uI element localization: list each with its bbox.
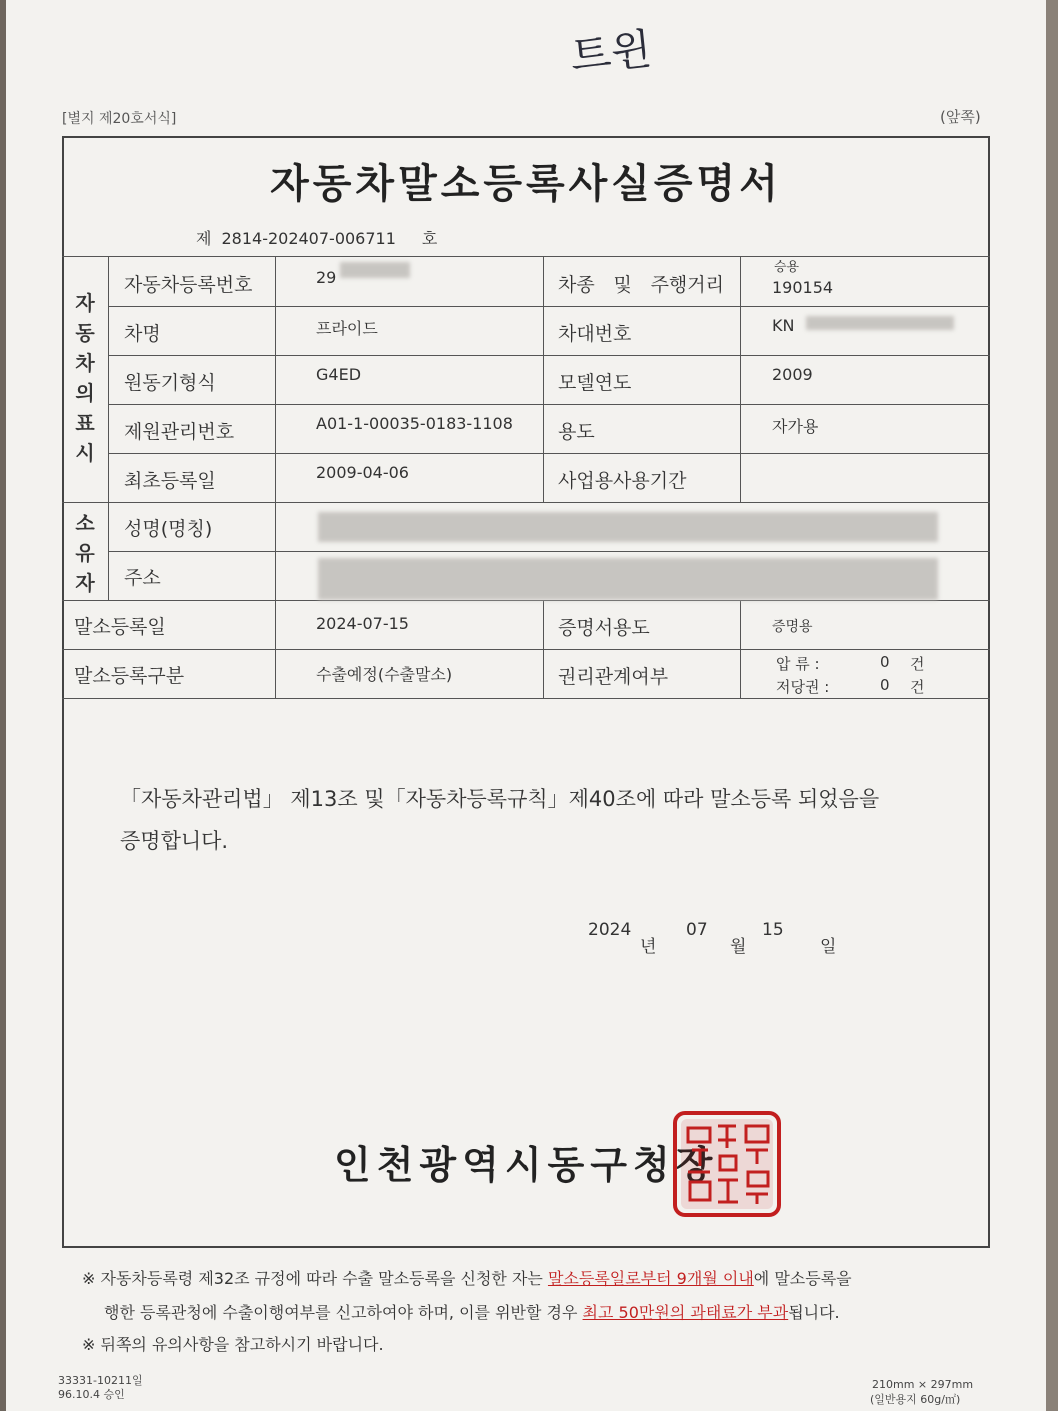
model-year-value: 2009 [772,365,813,384]
side-marker: (앞쪽) [940,108,981,126]
model-year-label: 모델연도 [558,372,632,394]
redacted-owner-name [318,512,938,542]
first-reg-date-value: 2009-04-06 [316,463,409,482]
redacted-owner-address [318,558,938,600]
statement-line-1: 「자동차관리법」 제13조 및「자동차등록규칙」제40조에 따라 말소등록 되었음을 [120,787,880,811]
notice-line-2-text: 행한 등록관청에 수출이행여부를 신고하여야 하며, 이를 위반할 경우 [104,1303,583,1322]
seizure-label: 압 류 : [776,655,820,673]
form-frame [62,136,990,1248]
issue-month-unit: 월 [730,937,747,957]
footer-approval-date: 96.10.4 승인 [58,1388,125,1401]
engine-type-value: G4ED [316,365,362,384]
cert-prefix: 제 [196,229,212,248]
cert-number-value: 2814-202407-006711 [221,229,396,248]
spec-number-label: 제원관리번호 [124,421,235,443]
footer-approval-code: 33331-10211일 [58,1374,143,1387]
document-title: 자동차말소등록사실증명서 [270,161,782,207]
reg-number-label: 자동차등록번호 [124,274,253,296]
notice-line-2 [104,1300,840,1323]
certificate-number [196,226,437,249]
engine-type-label: 원동기형식 [124,372,216,394]
issue-day-unit: 일 [820,937,837,957]
first-reg-date-label: 최초등록일 [124,470,216,492]
mortgage-unit: 건 [910,678,925,696]
mortgage-label: 저당권 : [776,678,830,696]
notice-line-3: ※ 뒤쪽의 유의사항을 참고하시기 바랍니다. [82,1335,384,1354]
issuing-authority: 인천광역시동구청장 [334,1143,719,1187]
form-number: [별지 제20호서식] [62,111,177,127]
notice-line-1-text: ※ 자동차등록령 제32조 규정에 따라 수출 말소등록을 신청한 자는 [82,1269,548,1288]
seizure-count: 0 [880,653,890,671]
notice-line-1 [82,1266,852,1289]
vin-label: 차대번호 [558,323,632,345]
notice-deadline-highlight: 말소등록일로부터 9개월 이내 [547,1269,754,1288]
model-name-label: 차명 [124,323,161,345]
cert-suffix: 호 [421,229,438,248]
vin-value: KN [772,316,795,335]
owner-section-label: 소유자 [75,511,95,595]
dereg-date-label: 말소등록일 [74,616,166,638]
usage-label: 용도 [558,421,595,443]
dereg-date-value: 2024-07-15 [316,614,409,633]
redacted-vin [806,316,954,330]
issue-month: 07 [686,920,708,940]
official-seal [672,1110,782,1218]
purpose-value: 증명용 [772,619,813,635]
rights-label: 권리관계여부 [558,666,669,688]
redacted-reg-number [340,262,410,278]
owner-name-label: 성명(명칭) [124,518,213,540]
mileage-value: 190154 [772,278,834,297]
spec-number-value: A01-1-00035-0183-1108 [316,414,513,433]
handwritten-note: 트윈 [567,23,654,82]
business-period-label: 사업용사용기간 [558,470,687,492]
footer-paper-size: 210mm × 297mm [872,1378,974,1391]
footer-paper-weight: (일반용지 60g/㎡) [870,1393,961,1406]
purpose-label: 증명서용도 [558,617,650,639]
vehicle-section-label: 자동차의 표시 [75,291,95,465]
issue-year: 2024 [588,920,632,940]
dereg-type-label: 말소등록구분 [74,665,185,687]
usage-value: 자가용 [772,417,819,436]
notice-line-2-end: 됩니다. [788,1303,840,1322]
mortgage-count: 0 [880,676,890,694]
seizure-unit: 건 [910,655,925,673]
issue-day: 15 [762,920,784,940]
vehicle-type-value: 승용 [774,260,800,275]
reg-number-value: 29 [316,268,337,287]
issue-year-unit: 년 [640,937,657,957]
notice-line-1-end: 에 말소등록을 [753,1269,852,1288]
notice-fine-highlight: 최고 50만원의 과태료가 부과 [582,1303,789,1322]
owner-address-label: 주소 [124,567,161,589]
model-name-value: 프라이드 [316,319,378,338]
statement-line-2: 증명합니다. [120,829,229,853]
vehicle-type-mileage-label: 차종 및 주행거리 [558,274,724,296]
certification-statement [120,778,940,862]
dereg-type-value: 수출예정(수출말소) [316,665,453,684]
